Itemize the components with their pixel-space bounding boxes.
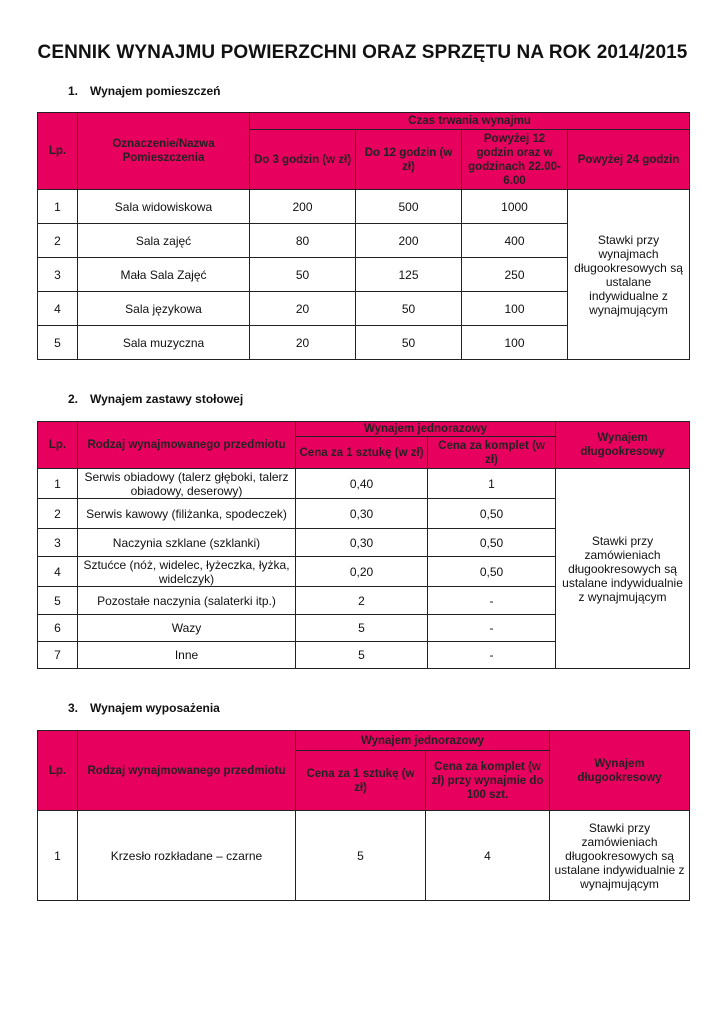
cell-name: Krzesło rozkładane – czarne [78,811,296,901]
col-long-term: Wynajem długookresowy [556,422,690,469]
col-name: Rodzaj wynajmowanego przedmiotu [78,422,296,469]
col-over-12h: Powyżej 12 godzin oraz w godzinach 22.00-6.00 [462,130,568,190]
cell-price: 5 [296,642,428,669]
cell-price: 0,50 [428,557,556,587]
cell-price: 5 [296,811,426,901]
cell-price: 20 [250,292,356,326]
cell-lp: 7 [38,642,78,669]
table-row [38,469,690,499]
cell-lp: 1 [38,811,78,901]
cell-name: Wazy [78,615,296,642]
cell-name: Naczynia szklane (szklanki) [78,529,296,557]
rooms-table [37,112,690,360]
col-name: Rodzaj wynajmowanego przedmiotu [78,731,296,811]
col-over-24h: Powyżej 24 godzin [568,130,690,190]
col-price-unit: Cena za 1 sztukę (w zł) [296,751,426,811]
cell-name: Sala muzyczna [78,326,250,360]
col-price-unit: Cena za 1 sztukę (w zł) [296,437,428,469]
col-name: Oznaczenie/Nazwa Pomieszczenia [78,113,250,190]
col-group-one-time: Wynajem jednorazowy [296,422,556,437]
col-lp: Lp. [38,422,78,469]
cell-price: 50 [356,326,462,360]
equipment-table [37,730,690,901]
cell-price: 0,30 [296,499,428,529]
cell-price: - [428,615,556,642]
cell-lp: 3 [38,258,78,292]
cell-price: 1 [428,469,556,499]
section-number: 1. [68,84,79,98]
cell-price: 200 [356,224,462,258]
cell-price: 0,50 [428,499,556,529]
cell-price: 20 [250,326,356,360]
tableware-table [37,421,690,669]
col-upto-3h: Do 3 godzin (w zł) [250,130,356,190]
cell-name: Sztućce (nóż, widelec, łyżeczka, łyżka, widelczyk) [78,557,296,587]
col-lp: Lp. [38,113,78,190]
section-title: Wynajem zastawy stołowej [90,392,244,406]
cell-lp: 4 [38,557,78,587]
cell-price: 125 [356,258,462,292]
cell-lp: 6 [38,615,78,642]
cell-name: Sala widowiskowa [78,190,250,224]
cell-price: 80 [250,224,356,258]
cell-name: Mała Sala Zajęć [78,258,250,292]
cell-price: 400 [462,224,568,258]
cell-price: 200 [250,190,356,224]
cell-name: Serwis obiadowy (talerz głęboki, talerz obiadowy, deserowy) [78,469,296,499]
cell-name: Pozostałe naczynia (salaterki itp.) [78,587,296,615]
section-3-heading [68,701,220,715]
section-title: Wynajem wyposażenia [90,701,220,715]
cell-lp: 5 [38,587,78,615]
cell-price: 5 [296,615,428,642]
table-row [38,190,690,224]
cell-lp: 4 [38,292,78,326]
cell-lp: 1 [38,469,78,499]
section-number: 2. [68,392,79,406]
cell-price: 1000 [462,190,568,224]
page-title: CENNIK WYNAJMU POWIERZCHNI ORAZ SPRZĘTU NA ROK 2014/2015 [37,42,688,63]
cell-name: Sala językowa [78,292,250,326]
long-term-note: Stawki przy zamówieniach długookresowych są ustalane indywidualnie z wynajmującym [556,469,690,669]
cell-price: 250 [462,258,568,292]
cell-price: 2 [296,587,428,615]
cell-price: - [428,587,556,615]
col-long-term: Wynajem długookresowy [550,731,690,811]
section-1-heading [68,84,221,98]
col-group-one-time: Wynajem jednorazowy [296,731,550,751]
cell-price: 100 [462,292,568,326]
cell-name: Inne [78,642,296,669]
cell-price: 0,40 [296,469,428,499]
long-term-note: Stawki przy wynajmach długookresowych są ustalane indywidualne z wynajmującym [568,190,690,360]
cell-price: 50 [356,292,462,326]
cell-lp: 3 [38,529,78,557]
col-price-set: Cena za komplet (w zł) przy wynajmie do 100 szt. [426,751,550,811]
cell-name: Serwis kawowy (filiżanka, spodeczek) [78,499,296,529]
cell-lp: 2 [38,224,78,258]
cell-lp: 5 [38,326,78,360]
cell-price: 100 [462,326,568,360]
col-price-set: Cena za komplet (w zł) [428,437,556,469]
cell-price: 0,20 [296,557,428,587]
section-title: Wynajem pomieszczeń [90,84,221,98]
section-2-heading [68,392,243,406]
cell-name: Sala zajęć [78,224,250,258]
long-term-note: Stawki przy zamówieniach długookresowych są ustalane indywidualnie z wynajmującym [550,811,690,901]
cell-lp: 1 [38,190,78,224]
cell-price: 0,50 [428,529,556,557]
cell-price: 4 [426,811,550,901]
cell-price: - [428,642,556,669]
table-row [38,811,690,901]
cell-price: 50 [250,258,356,292]
col-upto-12h: Do 12 godzin (w zł) [356,130,462,190]
col-lp: Lp. [38,731,78,811]
cell-price: 500 [356,190,462,224]
col-group-duration: Czas trwania wynajmu [250,113,690,130]
cell-price: 0,30 [296,529,428,557]
section-number: 3. [68,701,79,715]
cell-lp: 2 [38,499,78,529]
